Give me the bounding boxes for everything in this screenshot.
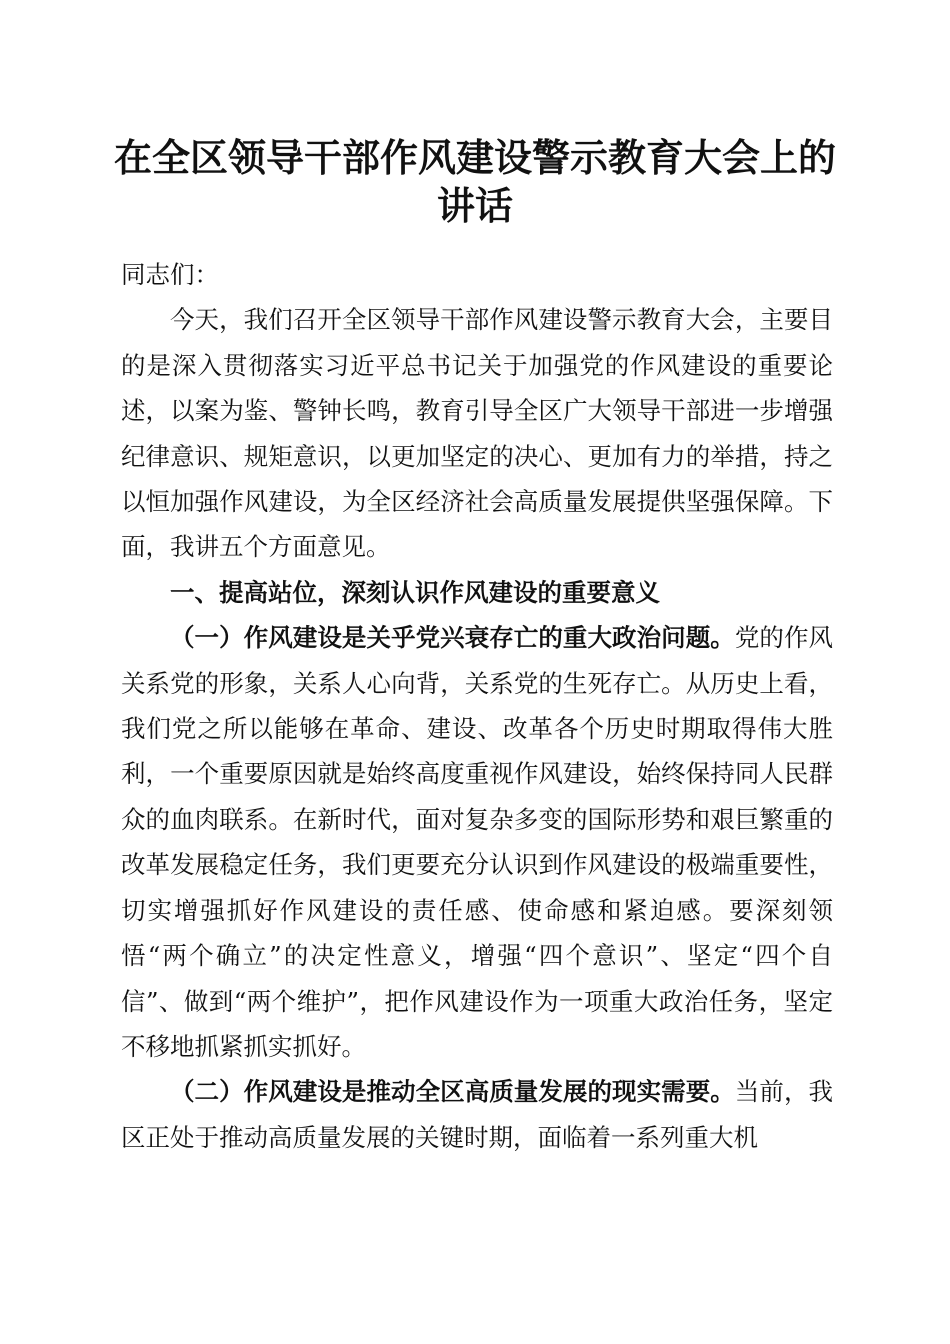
- document-body: [121, 252, 833, 1160]
- intro-paragraph: 今天，我们召开全区领导干部作风建设警示教育大会，主要目的是深入贯彻落实习近平总书记关于加强党的作风建设的重要论述，以案为鉴、警钟长鸣，教育引导全区广大领导干部进一步增强纪律意识、规矩意识，以更加坚定的决心、更加有力的举措，持之以恒加强作风建设，为全区经济社会高质量发展提供坚强保障。下面，我讲五个方面意见。: [121, 305, 833, 562]
- subsection-2-paragraph: [121, 1069, 833, 1160]
- subsection-1-body: 党的作风关系党的形象，关系人心向背，关系党的生死存亡。从历史上看，我们党之所以能够在革命、建设、改革各个历史时期取得伟大胜利，一个重要原因就是始终高度重视作风建设，始终保持同人民群众的血肉联系。在新时代，面对复杂多变的国际形势和艰巨繁重的改革发展稳定任务，我们更要充分认识到作风建设的极端重要性，切实增强抓好作风建设的责任感、使命感和紧迫感。要深刻领悟“两个确立”的决定性意义，增强“四个意识”、坚定“四个自信”、做到“两个维护”，把作风建设作为一项重大政治任务，坚定不移地抓紧抓实抓好。: [121, 623, 834, 1061]
- subsection-1-paragraph: [121, 615, 833, 1069]
- salutation: 同志们：: [121, 260, 219, 289]
- subsection-2-lead: （二）作风建设是推动全区高质量发展的现实需要。: [170, 1077, 735, 1107]
- document-title: 在全区领导干部作风建设警示教育大会上的讲话: [113, 135, 836, 228]
- section-1-heading: 一、提高站位，深刻认识作风建设的重要意义: [170, 577, 660, 607]
- subsection-1-lead: （一）作风建设是关乎党兴衰存亡的重大政治问题。: [170, 623, 735, 653]
- subsection-2-body: 当前，我区正处于推动高质量发展的关键时期，面临着一系列重大机: [121, 1077, 834, 1152]
